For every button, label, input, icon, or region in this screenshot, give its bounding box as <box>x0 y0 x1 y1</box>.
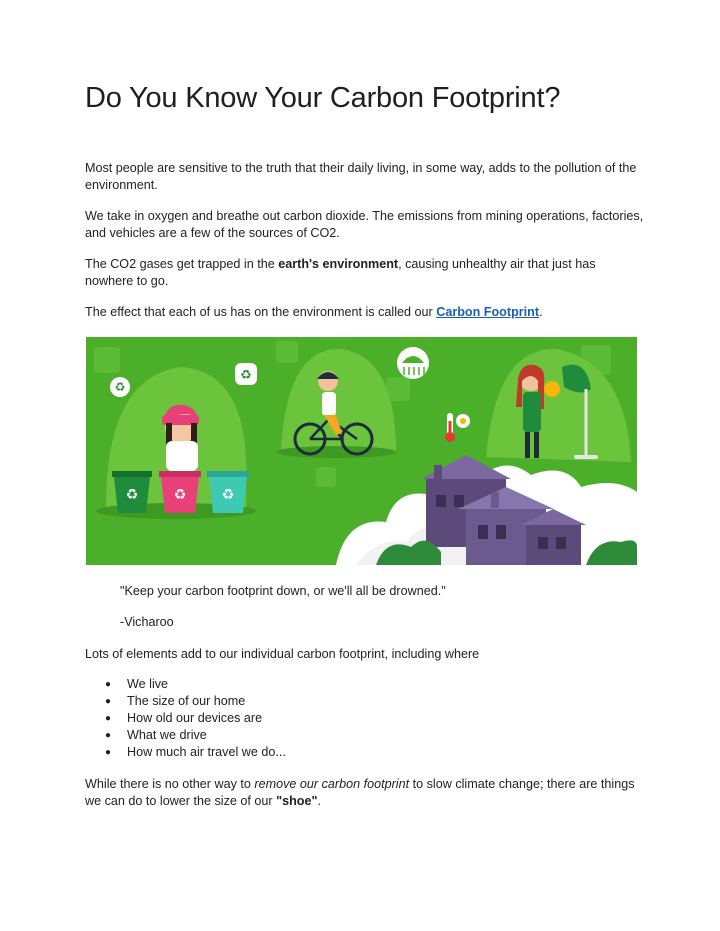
svg-text:♻: ♻ <box>125 487 139 503</box>
list-item <box>105 710 286 727</box>
paragraph-conclusion <box>85 776 645 810</box>
list-item <box>105 676 286 693</box>
text: The effect that each of us has on the environment is called our <box>85 305 437 319</box>
quote-author: -Vicharoo <box>120 615 174 629</box>
paragraph-intro: Most people are sensitive to the truth that their daily living, in some way, adds to the pollution of the environment. <box>85 161 637 192</box>
paragraph-trapped-gases <box>85 256 645 290</box>
paragraph-elements: Lots of elements add to our individual carbon footprint, including where <box>85 647 480 661</box>
list-item-text: How old our devices are <box>127 711 263 725</box>
list-item <box>105 693 286 710</box>
shower-icon <box>397 347 429 379</box>
list-item <box>105 744 286 761</box>
bullet: ● <box>105 696 112 707</box>
list-item-text: How much air travel we do... <box>127 745 286 759</box>
text: , causing unhealthy air that just has nowhere to go. <box>85 257 596 288</box>
recycle-icon <box>235 363 257 385</box>
svg-text:♻: ♻ <box>240 368 252 383</box>
paragraph-emissions: We take in oxygen and breathe out carbon dioxide. The emissions from mining operations, factories, and vehicles are a few of the sources of CO2. <box>85 209 644 240</box>
italic-text: remove our carbon footprint <box>254 777 410 791</box>
list-item-text: The size of our home <box>127 694 246 708</box>
bold-text: earth's environment <box>278 257 399 271</box>
svg-text:♻: ♻ <box>221 487 235 503</box>
list-item-text: We live <box>127 677 169 691</box>
text: The CO2 gases get trapped in the <box>85 257 279 271</box>
quote-text: "Keep your carbon footprint down, or we'll all be drowned." <box>120 584 446 598</box>
text: . <box>317 794 321 808</box>
text: While there is no other way to <box>85 777 255 791</box>
bullet: ● <box>105 713 112 724</box>
sun-icon <box>456 414 470 428</box>
bullet: ● <box>105 747 112 758</box>
text: to slow climate change; there are things we can do to lower the size of our <box>85 777 635 808</box>
text: . <box>539 305 543 319</box>
bold-text: "shoe" <box>276 794 318 808</box>
paragraph-definition <box>85 304 645 321</box>
svg-text:♻: ♻ <box>114 380 126 394</box>
svg-text:♻: ♻ <box>173 487 187 503</box>
carbon-footprint-link[interactable]: Carbon Footprint <box>436 305 540 319</box>
page-title: Do You Know Your Carbon Footprint? <box>85 82 561 114</box>
bullet: ● <box>105 679 112 690</box>
recycle-icon <box>110 377 130 397</box>
list-item-text: What we drive <box>127 728 207 742</box>
carbon-footprint-illustration <box>86 337 637 565</box>
footprint-factors-list <box>105 676 286 761</box>
list-item <box>105 727 286 744</box>
bullet: ● <box>105 730 112 741</box>
